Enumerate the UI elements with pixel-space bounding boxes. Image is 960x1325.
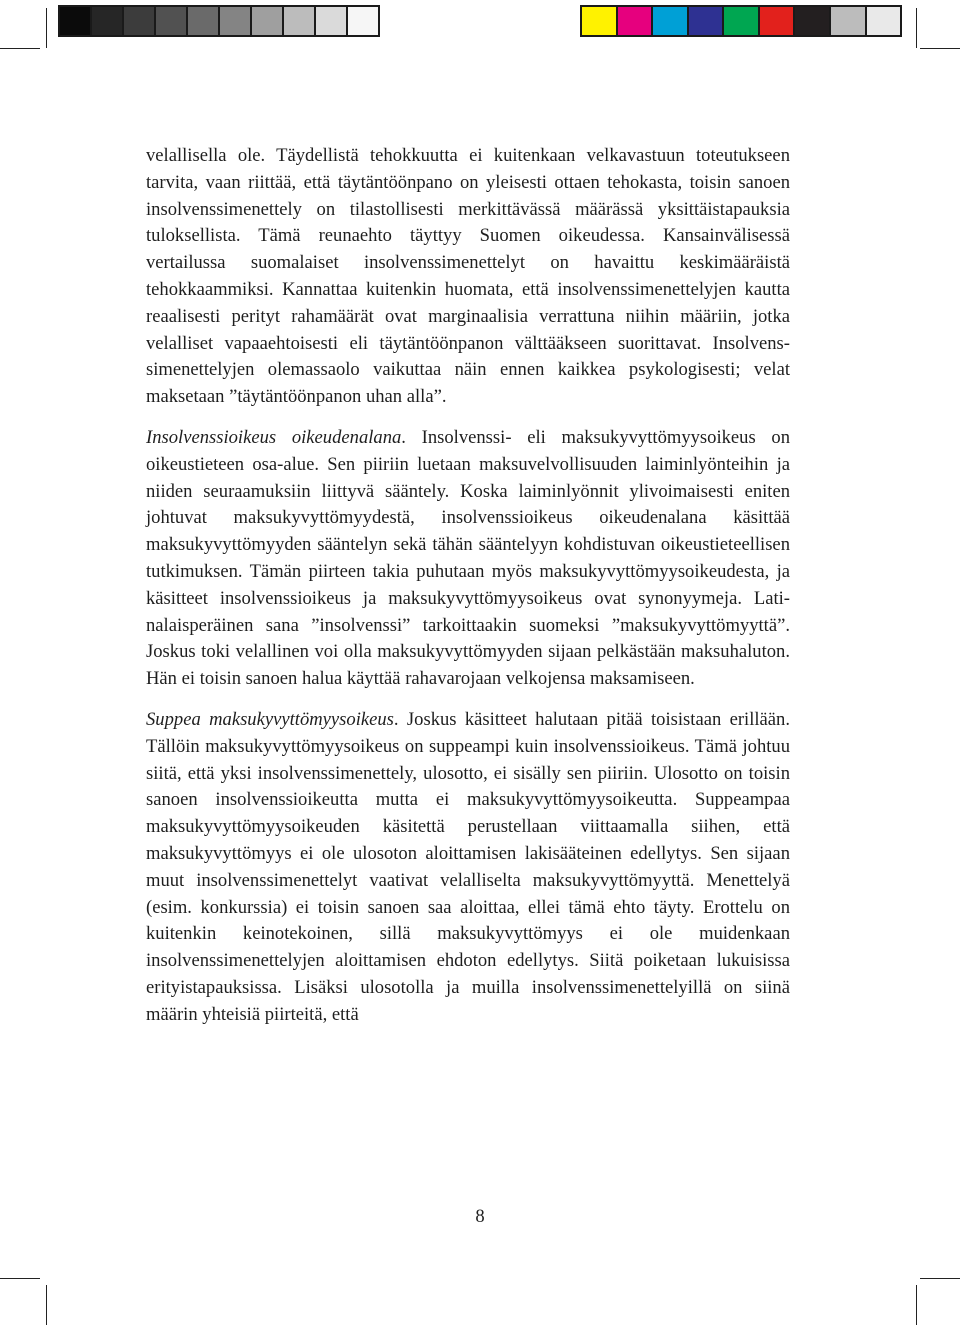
grey-swatch-6 <box>220 7 252 35</box>
paragraph-2 <box>146 425 790 693</box>
paragraph-3-text: . Joskus käsitteet halutaan pitää toisistaan erillään. Tällöin maksukyvyttömyysoikeus on suppeampi kuin insolvenssioikeus. Tämä johtuu siitä, että yksi insolvenssimenettely, ulosotto, ei sisälly sen piiriin. Ulosotto on toisin sanoen insolvenssioikeutta mutta ei maksukyvyttömyysoikeutta. Suppeampaa maksukyvyttömyysoikeuden käsitettä perustellaan viittaamalla siihen, että maksukyvyttömyys ei ole ulosoton aloittamisen lakisääteinen edellytys. Sen sijaan muut insolvenssimenettelyt vaativat velalliselta maksukyvyttömyyttä. Menettelyä (esim. konkurssia) ei toisin sanoen saa aloittaa, ellei tämä ehto täyty. Erottelu on kuitenkin keinotekoinen, sillä maksukyvyttömyys ei ole muidenkaan insolvenssimenettelyjen aloittamisen ehdoton edellytys. Siitä poiketaan lukuisissa erityistapauksissa. Lisäksi ulosotolla ja muilla insolvenssimenettelyillä on siinä määrin yhteisiä piirteitä, että <box>146 708 790 1025</box>
grey-swatch-5 <box>188 7 220 35</box>
page-number: 8 <box>475 1206 485 1227</box>
color-swatch-7 <box>795 7 831 35</box>
crop-mark-bottom-right <box>916 1285 917 1325</box>
crop-mark-bottom-left-h <box>0 1278 40 1279</box>
crop-mark-top-left <box>46 8 47 48</box>
paragraph-2-text: . Insolvenssi- eli maksukyvyttömyysoikeus on oikeustieteen osa-alue. Sen piiriin luetaan maksuvelvollisuuden laiminlyönteihin ja niiden seuraamuksiin liittyvä sääntely. Koska laiminlyönnit ylivoimaisesti eniten johtuvat maksukyvyttömyydestä, insolvenssioikeus oikeudenalana käsittää maksukyvyttömyyden sääntelyn sekä tähän sääntelyyn kohdistuvan oikeustieteellisen tutkimuksen. Tämän piirteen takia puhutaan myös maksukyvyttömyysoikeudesta, ja käsitteet insolvenssioikeus ja maksukyvyttömyysoikeus ovat synonyymeja. Latinalaisperäinen sana ”insolvenssi” tarkoittaakin suomeksi ”maksukyvyttömyyttä”. Joskus toki velallinen voi olla maksukyvyttömyyden sijaan pelkästään maksuhaluton. Hän ei toisin sanoen halua käyttää rahavarojaan velkojensa maksamiseen. <box>146 426 790 690</box>
paragraph-1: velallisella ole. Täydellistä tehokkuutta ei kuitenkaan velkavastuun toteutukseen tarvita, vaan riittää, että täytäntöönpano on yleisesti ottaen tehokasta, toisin sanoen insolvenssimenettely on tilastollisesti merkittävässä määrässä yksittäistapauksia tuloksellista. Tämä reunaehto täyttyy Suomen oikeudessa. Kansainvälisessä vertailussa suomalaiset insolvenssimenettelyt on havaittu keskimääräistä tehokkaammiksi. Kannattaa kuitenkin huomata, että insolvenssimenettelyjen kautta reaalisesti perityt rahamäärät ovat marginaalisia verrattuna niihin määriin, jotka velalliset vapaaehtoisesti eli täytäntöönpanon välttääkseen suorittavat. Insolvenssimenettelyjen olemassaolo vaikuttaa näin ennen kaikkea psykologisesti; velat maksetaan ”täytäntöönpanon uhan alla”. <box>146 145 790 408</box>
crop-mark-bottom-left <box>46 1285 47 1325</box>
grey-swatch-9 <box>316 7 348 35</box>
color-swatch-3 <box>653 7 689 35</box>
crop-mark-bottom-right-h <box>920 1278 960 1279</box>
grey-swatch-4 <box>156 7 188 35</box>
color-swatch-5 <box>724 7 760 35</box>
paragraph-2-lead: Insolvenssioikeus oikeudenalana <box>146 426 402 448</box>
grey-swatch-1 <box>60 7 92 35</box>
body-text <box>146 143 790 1043</box>
color-calibration-bar <box>580 5 902 37</box>
grey-swatch-8 <box>284 7 316 35</box>
paragraph-3 <box>146 707 790 1029</box>
color-swatch-9 <box>867 7 901 35</box>
grey-swatch-3 <box>124 7 156 35</box>
color-swatch-4 <box>689 7 725 35</box>
color-swatch-1 <box>582 7 618 35</box>
grey-calibration-bar <box>58 5 380 37</box>
color-swatch-8 <box>831 7 867 35</box>
paragraph-3-lead: Suppea maksukyvyttömyysoikeus <box>146 708 394 730</box>
grey-swatch-7 <box>252 7 284 35</box>
grey-swatch-2 <box>92 7 124 35</box>
crop-mark-top-left-h <box>0 48 40 49</box>
crop-mark-top-right-h <box>920 48 960 49</box>
crop-mark-top-right <box>916 8 917 48</box>
grey-swatch-10 <box>348 7 378 35</box>
color-swatch-6 <box>760 7 796 35</box>
color-swatch-2 <box>618 7 654 35</box>
